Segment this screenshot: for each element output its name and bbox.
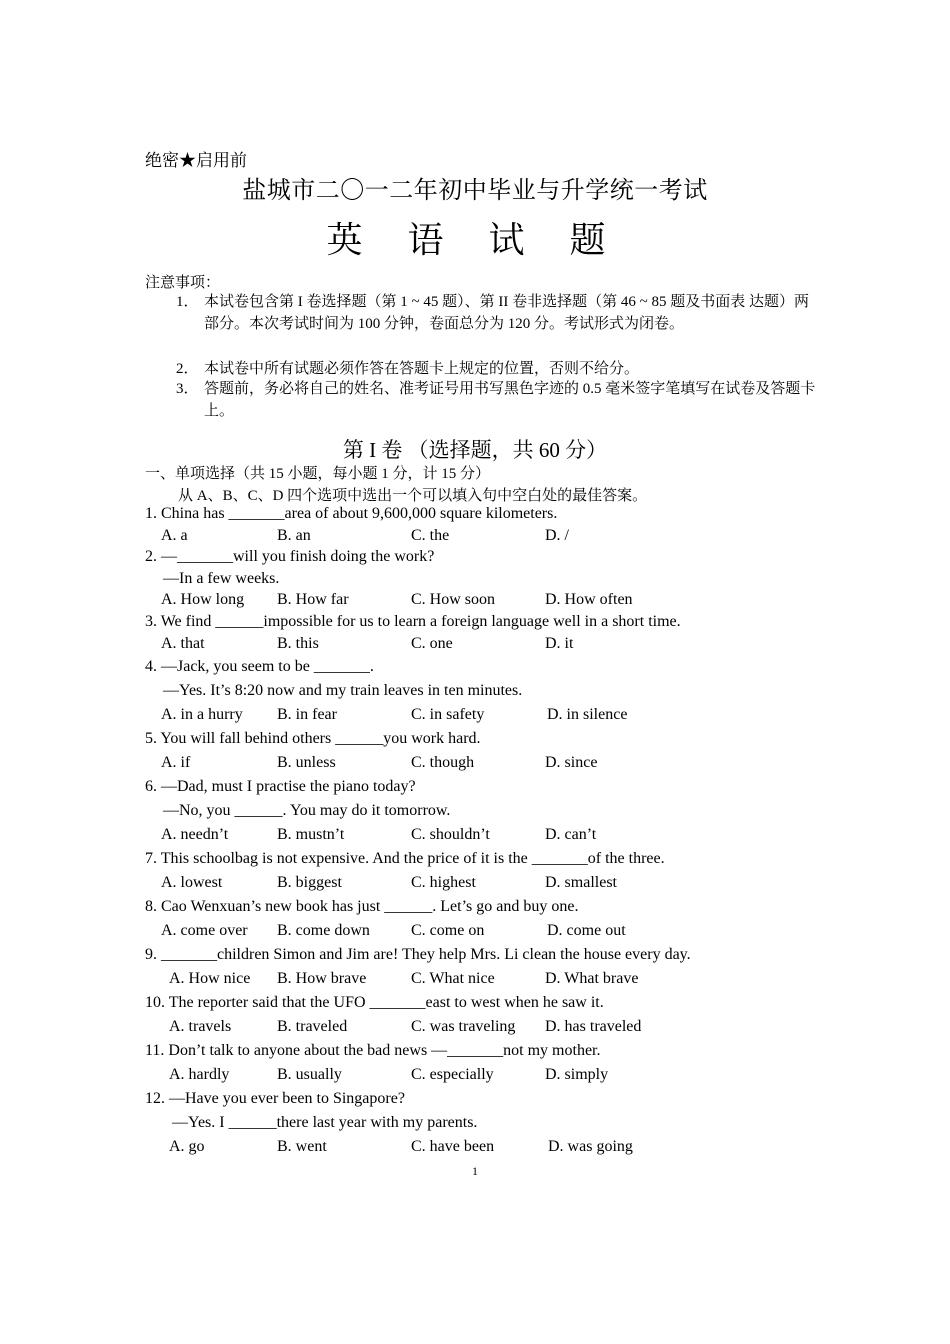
option-b: B. biggest <box>277 874 342 891</box>
option-d: D. in silence <box>547 706 628 723</box>
option-a: A. come over <box>161 922 248 939</box>
notes-heading: 注意事项： <box>145 275 221 291</box>
option-d: D. smallest <box>545 874 617 891</box>
note-number: 1． <box>176 294 199 310</box>
note-number: 2． <box>176 361 199 377</box>
option-b: B. How far <box>277 591 349 608</box>
option-b: B. an <box>277 527 311 544</box>
option-c: C. highest <box>411 874 476 891</box>
exam-title: 盐城市二〇一二年初中毕业与升学统一考试 <box>242 178 708 204</box>
question-line: —Yes. I ______there last year with my parents. <box>172 1114 478 1131</box>
note-text: 本试卷中所有试题必须作答在答题卡上规定的位置，否则不给分。 <box>204 361 640 377</box>
option-a: A. How long <box>161 591 245 608</box>
question-stem: 9. _______children Simon and Jim are! They help Mrs. Li clean the house every day. <box>145 946 691 963</box>
question-stem: 8. Cao Wenxuan’s new book has just ______. Let’s go and buy one. <box>145 898 579 915</box>
option-a: A. travels <box>169 1018 232 1035</box>
section-instruction: 从 A、B、C、D 四个选项中选出一个可以填入句中空白处的最佳答案。 <box>178 488 648 504</box>
option-d: D. was going <box>548 1138 633 1155</box>
option-d: D. simply <box>545 1066 609 1083</box>
option-a: A. a <box>161 527 188 544</box>
note-text: 本试卷包含第 I 卷选择题（第 1 ~ 45 题）、第 II 卷非选择题（第 46 ~ 85 题及书面表 达题）两部分。本次考试时间为 100 分钟，卷面总分为 120 分。考试形式为闭卷。 <box>204 294 809 332</box>
option-a: A. in a hurry <box>161 706 243 723</box>
question-stem: 4. —Jack, you seem to be _______. <box>145 658 374 675</box>
option-a: A. go <box>169 1138 205 1155</box>
option-b: B. in fear <box>277 706 337 723</box>
option-c: C. the <box>411 527 450 544</box>
option-d: D. since <box>545 754 598 771</box>
option-a: A. hardly <box>169 1066 230 1083</box>
question-stem: 7. This schoolbag is not expensive. And the price of it is the _______of the three. <box>145 850 665 867</box>
option-c: C. in safety <box>411 706 485 723</box>
option-d: D. / <box>545 527 569 544</box>
option-c: C. one <box>411 635 453 652</box>
question-stem: 10. The reporter said that the UFO _______east to west when he saw it. <box>145 994 604 1011</box>
option-a: A. that <box>161 635 205 652</box>
secret-label: 绝密★启用前 <box>145 151 247 170</box>
option-d: D. it <box>545 635 574 652</box>
option-b: B. traveled <box>277 1018 348 1035</box>
option-a: A. if <box>161 754 191 771</box>
question-stem: 2. —_______will you finish doing the work? <box>145 548 435 565</box>
option-a: A. How nice <box>169 970 251 987</box>
option-c: C. was traveling <box>411 1018 516 1035</box>
option-b: B. went <box>277 1138 327 1155</box>
subject-title: 英 语 试 题 <box>326 220 624 260</box>
option-b: B. this <box>277 635 319 652</box>
question-line: —No, you ______. You may do it tomorrow. <box>163 802 451 819</box>
question-stem: 1. China has _______area of about 9,600,000 square kilometers. <box>145 505 558 522</box>
question-line: —Yes. It’s 8:20 now and my train leaves in ten minutes. <box>163 682 523 699</box>
question-line: —In a few weeks. <box>163 570 280 587</box>
option-d: D. can’t <box>545 826 597 843</box>
option-c: C. come on <box>411 922 485 939</box>
page-number: 1 <box>472 1164 478 1178</box>
question-stem: 11. Don’t talk to anyone about the bad news —_______not my mother. <box>145 1042 601 1059</box>
option-b: B. How brave <box>277 970 367 987</box>
option-b: B. unless <box>277 754 336 771</box>
option-a: A. needn’t <box>161 826 229 843</box>
option-a: A. lowest <box>161 874 223 891</box>
note-text: 答题前，务必将自己的姓名、准考证号用书写黑色字迹的 0.5 毫米签字笔填写在试卷及答题卡上。 <box>204 381 816 419</box>
option-c: C. have been <box>411 1138 495 1155</box>
option-d: D. How often <box>545 591 633 608</box>
part-title: 第 I 卷 （选择题，共 60 分） <box>342 438 608 462</box>
question-stem: 5. You will fall behind others ______you work hard. <box>145 730 481 747</box>
option-c: C. How soon <box>411 591 496 608</box>
question-stem: 6. —Dad, must I practise the piano today? <box>145 778 416 795</box>
option-d: D. has traveled <box>545 1018 642 1035</box>
question-stem: 3. We find ______impossible for us to learn a foreign language well in a short time. <box>145 613 681 630</box>
option-c: C. though <box>411 754 475 771</box>
option-b: B. mustn’t <box>277 826 345 843</box>
option-d: D. come out <box>547 922 626 939</box>
question-stem: 12. —Have you ever been to Singapore? <box>145 1090 405 1107</box>
option-b: B. usually <box>277 1066 342 1083</box>
note-number: 3． <box>176 381 199 397</box>
option-c: C. shouldn’t <box>411 826 490 843</box>
option-c: C. What nice <box>411 970 495 987</box>
section-heading: 一、单项选择（共 15 小题，每小题 1 分，计 15 分） <box>145 466 491 482</box>
option-d: D. What brave <box>545 970 639 987</box>
option-b: B. come down <box>277 922 370 939</box>
option-c: C. especially <box>411 1066 494 1083</box>
